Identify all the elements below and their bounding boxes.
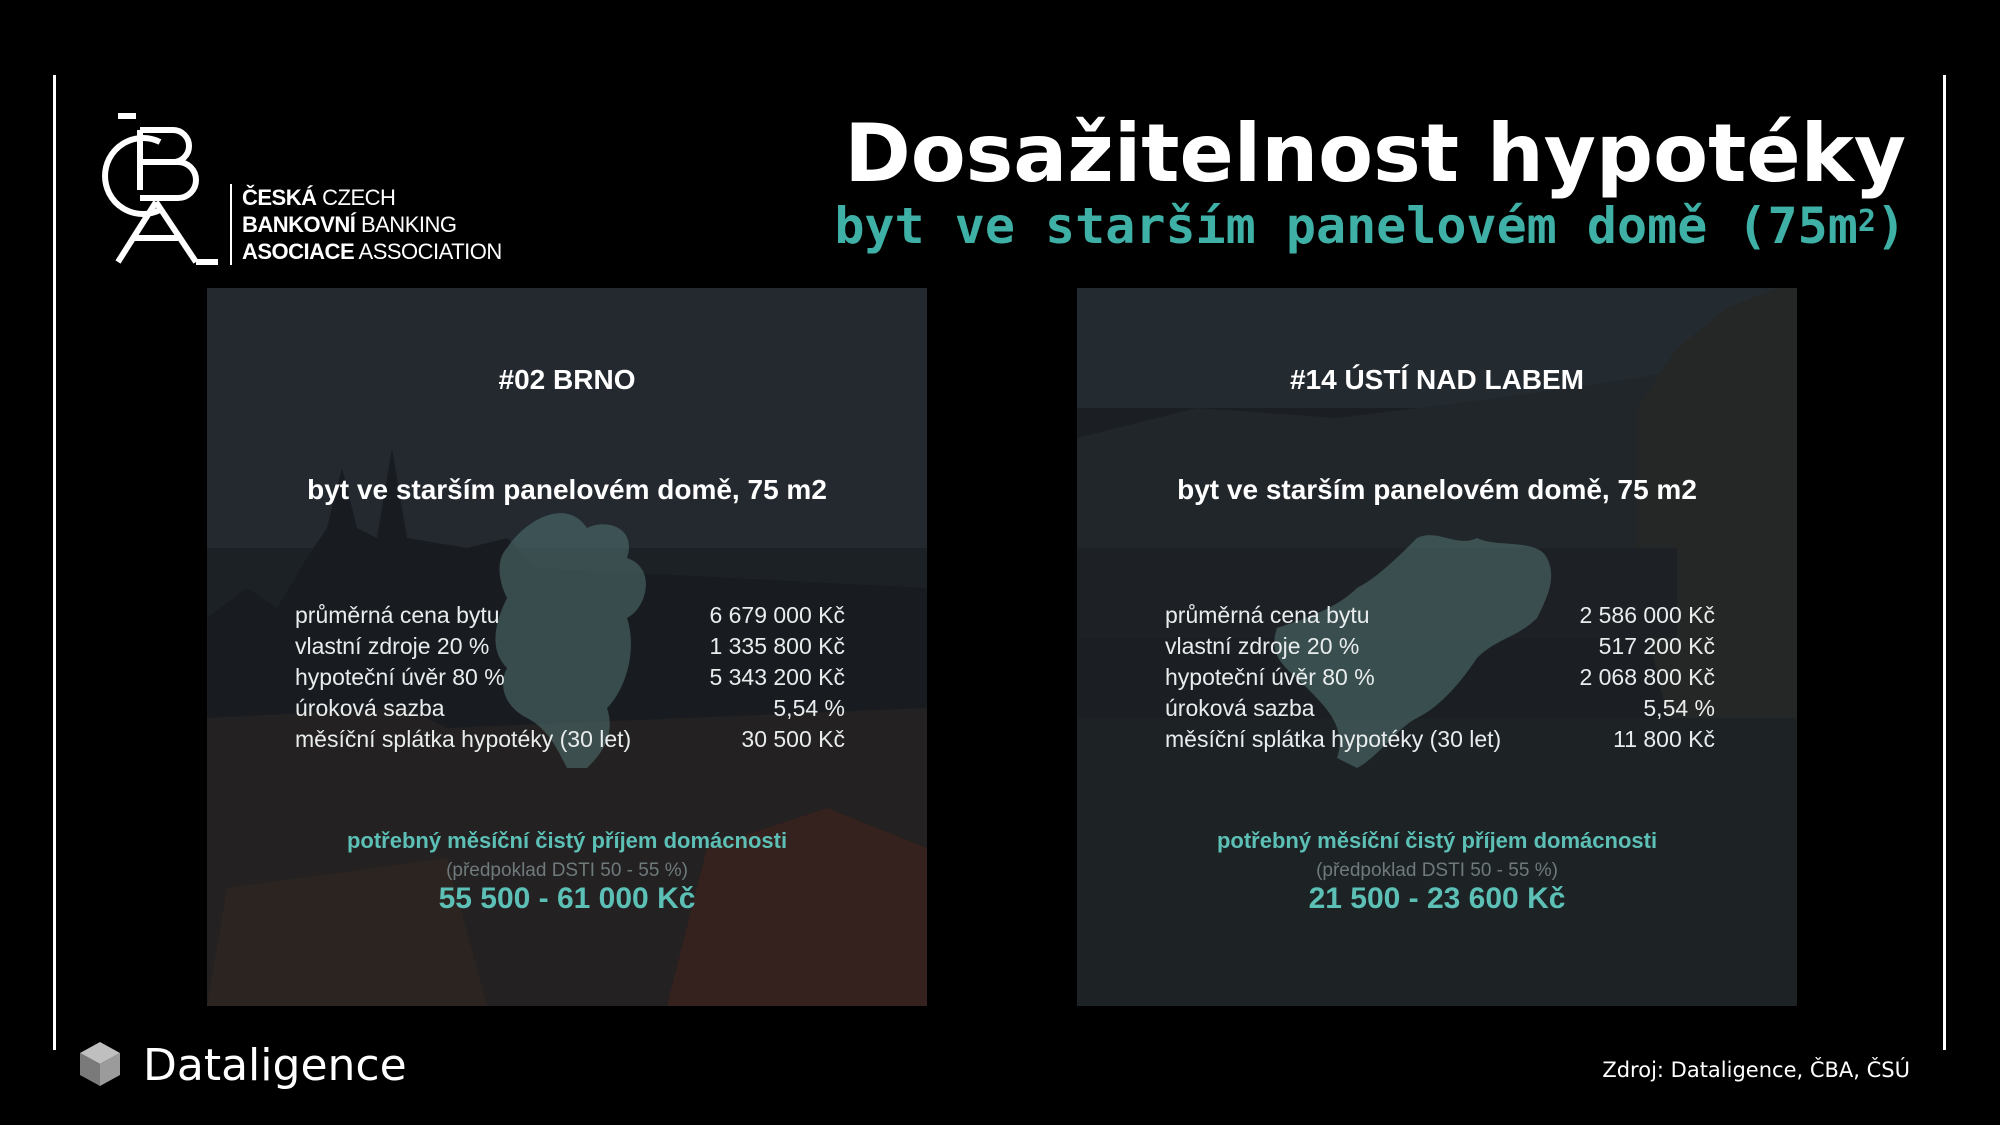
dataligence-cube-icon [78,1040,122,1088]
required-income-label: potřebný měsíční čistý příjem domácnosti [1216,828,1658,853]
price-table [295,600,845,755]
cba-wordmark [230,184,502,265]
table-row: měsíční splátka hypotéky (30 let) 11 800 Kč [1165,726,1715,752]
cba-line-2: BANKOVNÍ BANKING [242,212,457,237]
table-row: průměrná cena bytu 2 586 000 Kč [1165,602,1715,628]
table-row: úroková sazba 5,54 % [1165,695,1715,721]
cba-line-3: ASOCIACE ASSOCIATION [242,239,502,264]
table-row: měsíční splátka hypotéky (30 let) 30 500 Kč [295,726,845,752]
dsti-assumption: (předpoklad DSTI 50 - 55 %) [446,860,688,881]
income-range: 55 500 - 61 000 Kč [438,882,696,915]
table-row: hypoteční úvěr 80 % 2 068 800 Kč [1165,664,1715,690]
card-heading: #02 BRNO [498,364,636,395]
dsti-assumption: (předpoklad DSTI 50 - 55 %) [1316,860,1558,881]
table-row: vlastní zdroje 20 % 1 335 800 Kč [295,633,845,659]
card-heading: #14 ÚSTÍ NAD LABEM [1289,364,1585,395]
cba-line-1: ČESKÁ CZECH [242,185,396,210]
cba-logo [78,112,508,272]
table-row: hypoteční úvěr 80 % 5 343 200 Kč [295,664,845,690]
left-divider-line [53,75,56,1050]
city-card-brno [207,288,927,1006]
page-title: Dosažitelnost hypotéky [844,107,1906,200]
page-subtitle: byt ve starším panelovém domě $(75m^2)$ [834,197,1906,255]
price-table [1165,600,1715,755]
income-range: 21 500 - 23 600 Kč [1308,882,1566,915]
flat-description: byt ve starším panelovém domě, 75 m2 [307,474,827,505]
cba-monogram-logo [78,112,218,267]
city-card-usti-nad-labem [1077,288,1797,1006]
right-divider-line [1943,75,1946,1050]
dataligence-name: Dataligence [143,1040,407,1091]
flat-description: byt ve starším panelovém domě, 75 m2 [1177,474,1697,505]
source-note: Zdroj: Dataligence, ČBA, ČSÚ [1602,1058,1910,1082]
table-row: vlastní zdroje 20 % 517 200 Kč [1165,633,1715,659]
table-row: průměrná cena bytu 6 679 000 Kč [295,602,845,628]
required-income-label: potřebný měsíční čistý příjem domácnosti [346,828,788,853]
table-row: úroková sazba 5,54 % [295,695,845,721]
